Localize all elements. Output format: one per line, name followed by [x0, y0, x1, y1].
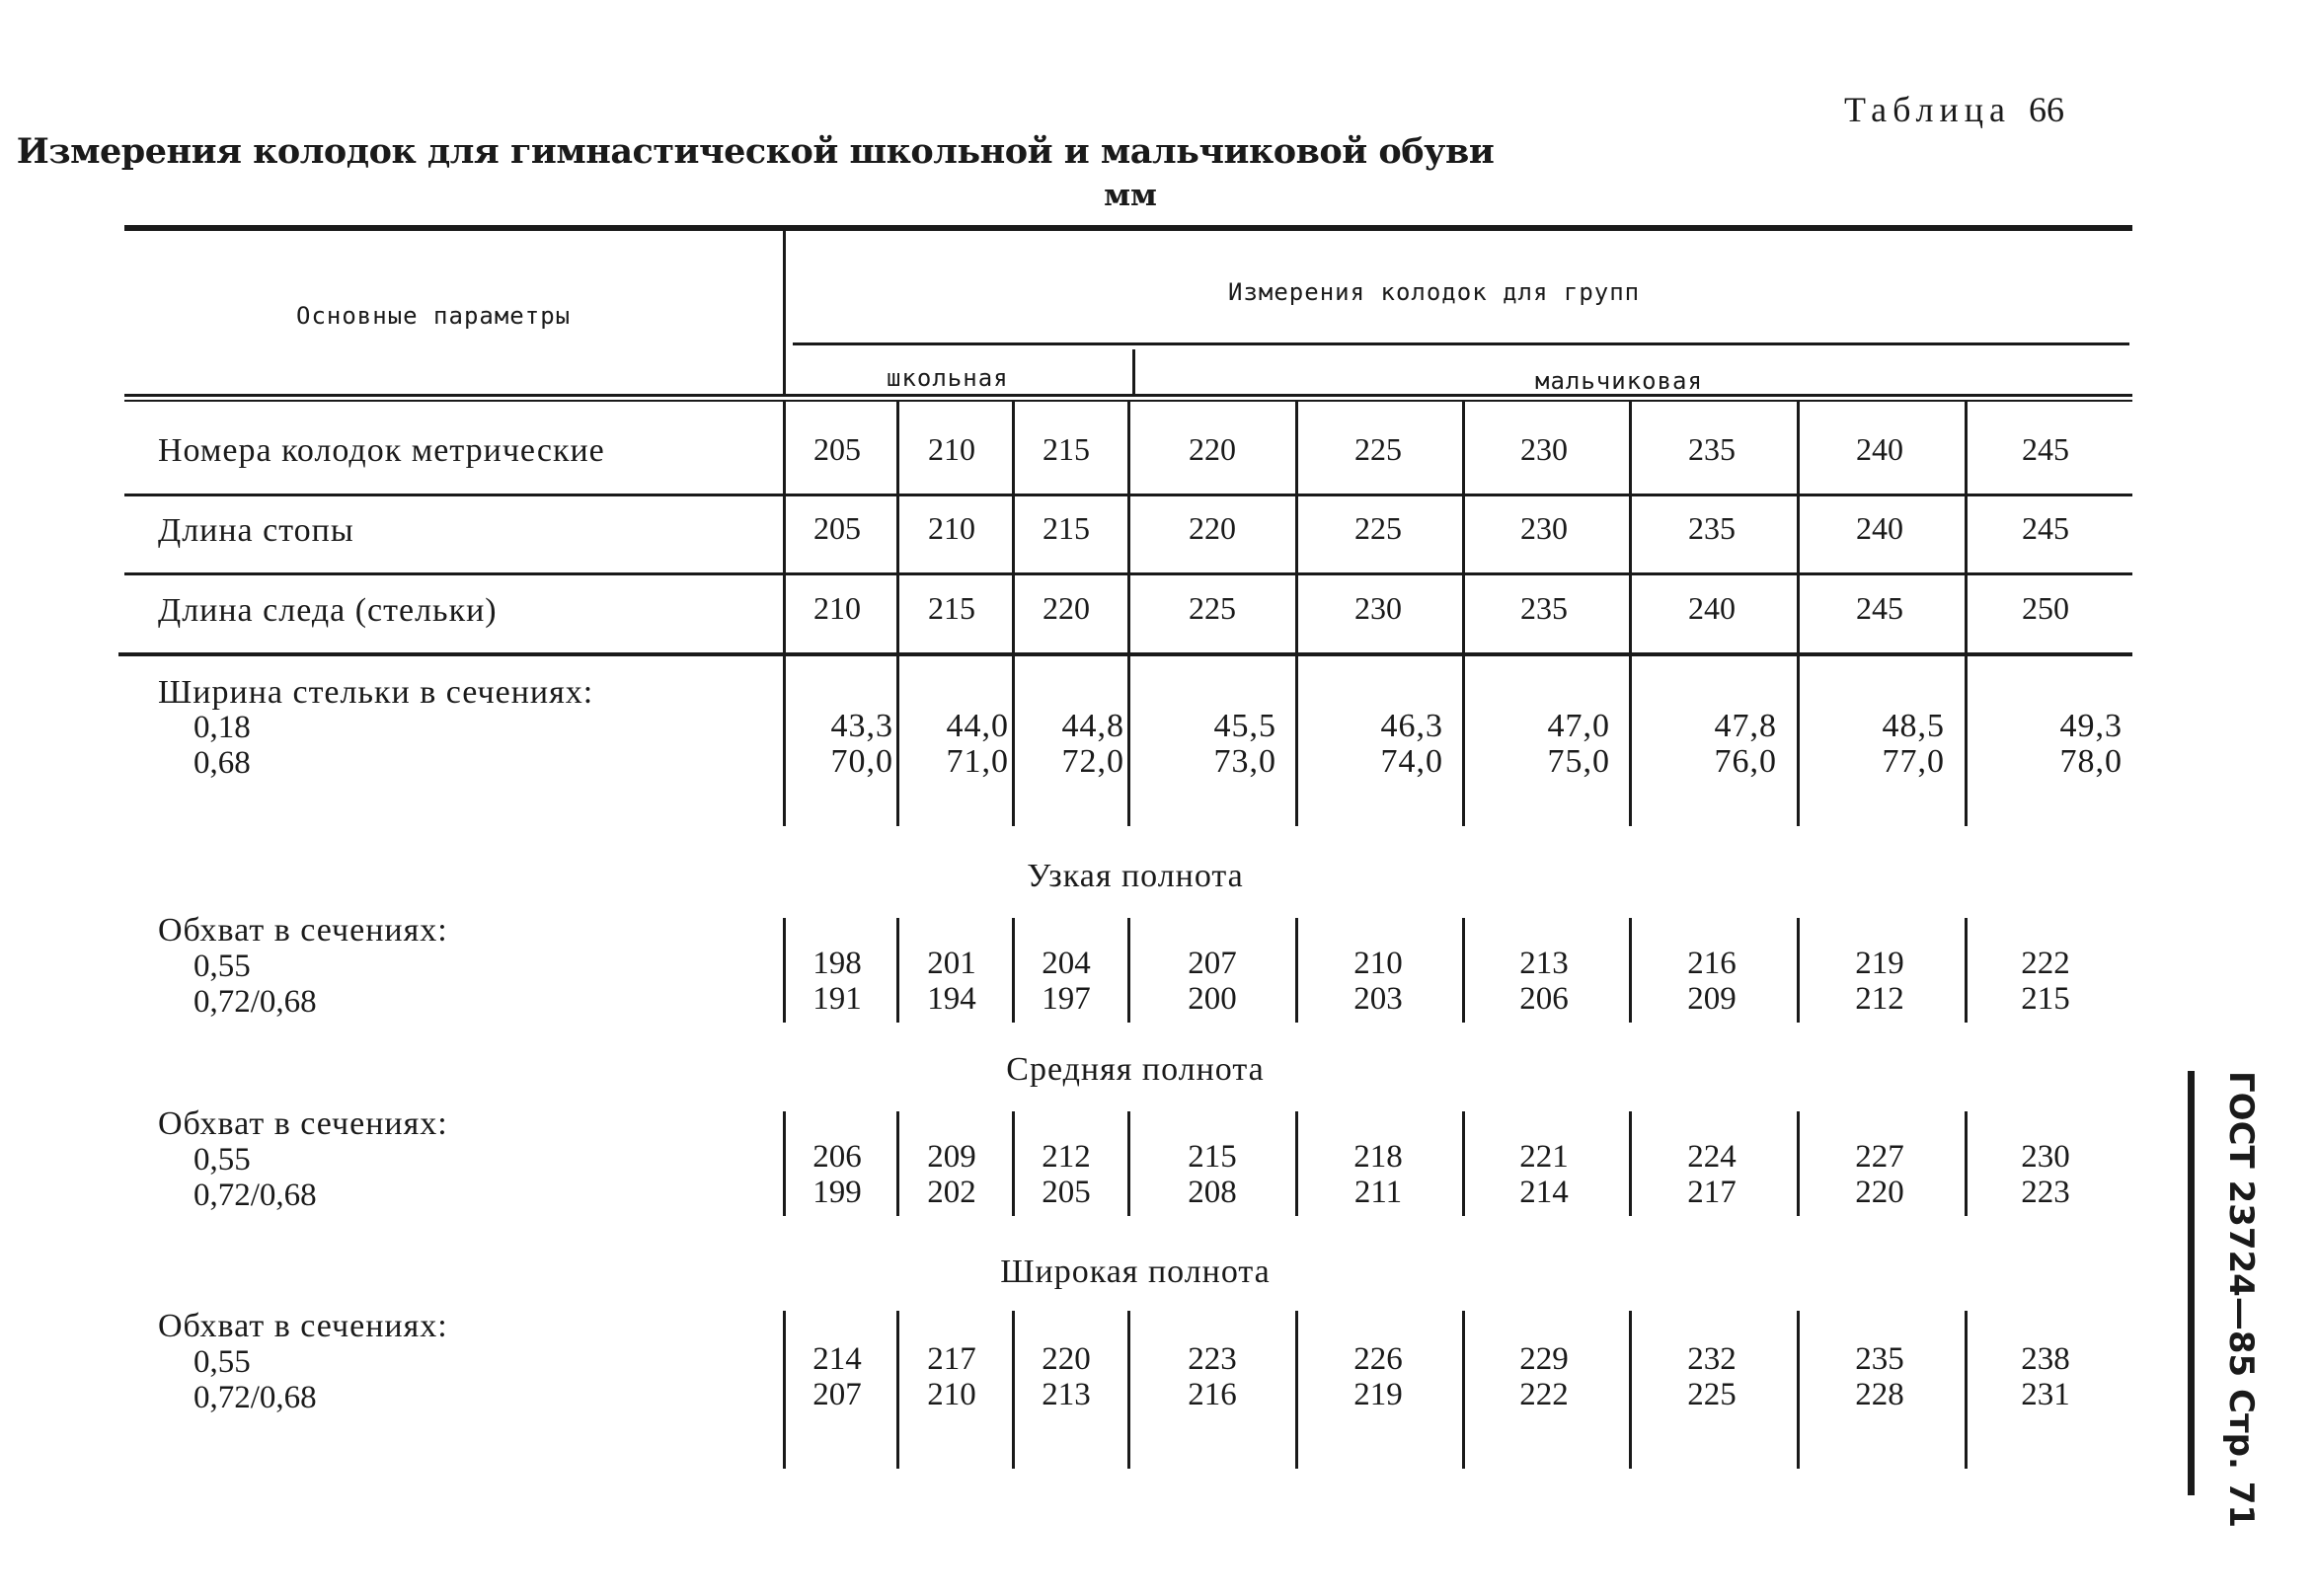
section-0-055-cell: 207 [1188, 946, 1237, 981]
col-divider-5 [1462, 402, 1465, 826]
section-1-055-cell: 218 [1353, 1139, 1403, 1175]
numbers-cell: 205 [813, 431, 861, 467]
section-1-055-cell: 209 [927, 1139, 976, 1175]
foot-length-cell: 235 [1688, 510, 1736, 546]
col-divider-8 [1965, 402, 1968, 826]
section-0-055-cell: 204 [1042, 946, 1091, 981]
foot-length-cell: 240 [1856, 510, 1903, 546]
medium-sub2: 0,72/0,68 [193, 1178, 317, 1213]
insole-length-cell: 240 [1688, 590, 1736, 626]
row-label-numbers: Номера колодок метрические [158, 432, 605, 469]
section-1-055-cell: 221 [1519, 1139, 1569, 1175]
section-2-055-cell: 223 [1188, 1341, 1237, 1377]
insole-width-068-cell: 71,0 [946, 743, 1009, 780]
insole-length-cell: 235 [1520, 590, 1568, 626]
insole-width-018-cell: 47,0 [1547, 708, 1610, 744]
section-1-072-cell: 217 [1687, 1175, 1737, 1210]
section-1-072-cell: 202 [927, 1175, 976, 1210]
group-divider [1132, 349, 1135, 395]
col-divider-3 [1127, 402, 1130, 826]
section-1-072-cell: 223 [2021, 1175, 2070, 1210]
insole-length-cell: 245 [1856, 590, 1903, 626]
foot-length-cell: 205 [813, 510, 861, 546]
insole-length-cell: 220 [1043, 590, 1090, 626]
numbers-cell: 225 [1354, 431, 1402, 467]
section-2-055-cell: 220 [1042, 1341, 1091, 1377]
section-0-055-cell: 198 [812, 946, 862, 981]
table-number: 66 [2028, 90, 2064, 129]
section-label-medium: Обхват в сечениях: [158, 1105, 448, 1142]
section-1-072-cell: 214 [1519, 1175, 1569, 1210]
section-2-072-cell: 216 [1188, 1377, 1237, 1412]
row-label-insole-width: Ширина стельки в сечениях: [158, 674, 594, 711]
section-2-055-cell: 217 [927, 1341, 976, 1377]
table-label: Таблица [1844, 90, 2011, 129]
header-bottom-rule-1 [124, 394, 2132, 397]
col-divider-7 [1797, 402, 1800, 826]
section-1-072-cell: 220 [1855, 1175, 1904, 1210]
section-2-072-cell: 231 [2021, 1377, 2070, 1412]
insole-width-018-cell: 44,0 [946, 708, 1009, 744]
param-divider [783, 231, 786, 395]
section-2-055-cell: 235 [1855, 1341, 1904, 1377]
section-2-072-cell: 225 [1687, 1377, 1737, 1412]
section-1-072-cell: 199 [812, 1175, 862, 1210]
row-label-foot-length: Длина стопы [158, 512, 354, 549]
numbers-cell: 210 [928, 431, 975, 467]
section-0-072-cell: 194 [927, 981, 976, 1017]
section-0-072-cell: 206 [1519, 981, 1569, 1017]
section-0-072-cell: 215 [2021, 981, 2070, 1017]
col-divider-6 [1629, 402, 1632, 826]
top-rule [124, 225, 2132, 231]
foot-length-cell: 210 [928, 510, 975, 546]
numbers-cell: 215 [1043, 431, 1090, 467]
section-2-072-cell: 228 [1855, 1377, 1904, 1412]
foot-length-cell: 225 [1354, 510, 1402, 546]
insole-width-068-cell: 76,0 [1714, 743, 1777, 780]
section-0-072-cell: 200 [1188, 981, 1237, 1017]
section-0-055-cell: 222 [2021, 946, 2070, 981]
section-2-072-cell: 210 [927, 1377, 976, 1412]
insole-width-018-cell: 49,3 [2059, 708, 2123, 744]
section-2-055-cell: 238 [2021, 1341, 2070, 1377]
section-0-072-cell: 191 [812, 981, 862, 1017]
numbers-cell: 245 [2022, 431, 2069, 467]
section-title-medium: Средняя полнота [1006, 1051, 1265, 1088]
section-0-072-cell: 212 [1855, 981, 1904, 1017]
col-divider-4 [1295, 402, 1298, 826]
numbers-cell: 230 [1520, 431, 1568, 467]
section-0-055-cell: 219 [1855, 946, 1904, 981]
group-rule [793, 342, 2129, 345]
section-2-055-cell: 214 [812, 1341, 862, 1377]
insole-length-cell: 215 [928, 590, 975, 626]
section-0-055-cell: 216 [1687, 946, 1737, 981]
section-1-055-cell: 224 [1687, 1139, 1737, 1175]
section-2-072-cell: 219 [1353, 1377, 1403, 1412]
param-column-header: Основные параметры [296, 302, 572, 330]
section-title-wide: Широкая полнота [1000, 1254, 1271, 1290]
section-label-wide: Обхват в сечениях: [158, 1308, 448, 1344]
section-1-055-cell: 215 [1188, 1139, 1237, 1175]
insole-width-068-cell: 78,0 [2059, 743, 2123, 780]
section-2-072-cell: 222 [1519, 1377, 1569, 1412]
foot-length-cell: 230 [1520, 510, 1568, 546]
insole-width-018-cell: 47,8 [1714, 708, 1777, 744]
side-note-bar [2188, 1071, 2195, 1495]
section-title-narrow: Узкая полнота [1027, 858, 1244, 894]
insole-width-068-cell: 77,0 [1882, 743, 1945, 780]
insole-length-cell: 225 [1189, 590, 1236, 626]
insole-width-068-cell: 74,0 [1380, 743, 1443, 780]
measure-groups-header: Измерения колодок для групп [1228, 278, 1641, 306]
insole-width-sub1: 0,18 [193, 710, 251, 745]
numbers-cell: 240 [1856, 431, 1903, 467]
insole-width-sub2: 0,68 [193, 745, 251, 781]
section-label-narrow: Обхват в сечениях: [158, 912, 448, 949]
foot-length-cell: 220 [1189, 510, 1236, 546]
insole-length-cell: 230 [1354, 590, 1402, 626]
section-1-055-cell: 227 [1855, 1139, 1904, 1175]
section-1-072-cell: 211 [1353, 1175, 1403, 1210]
section-0-072-cell: 197 [1042, 981, 1091, 1017]
side-note-text: ГОСТ 23724—85 Стр. 71 [2221, 1071, 2261, 1529]
medium-sub1: 0,55 [193, 1142, 251, 1178]
section-0-072-cell: 203 [1353, 981, 1403, 1017]
section-2-072-cell: 213 [1042, 1377, 1091, 1412]
section-2-055-cell: 229 [1519, 1341, 1569, 1377]
numbers-cell: 235 [1688, 431, 1736, 467]
narrow-sub2: 0,72/0,68 [193, 984, 317, 1020]
insole-length-cell: 210 [813, 590, 861, 626]
section-1-055-cell: 206 [812, 1139, 862, 1175]
insole-width-068-cell: 72,0 [1061, 743, 1124, 780]
wide-sub1: 0,55 [193, 1344, 251, 1380]
section-0-055-cell: 210 [1353, 946, 1403, 981]
insole-width-018-cell: 48,5 [1882, 708, 1945, 744]
section-2-055-cell: 232 [1687, 1341, 1737, 1377]
foot-length-cell: 245 [2022, 510, 2069, 546]
group-boys-header: мальчиковая [1535, 367, 1703, 395]
section-1-072-cell: 208 [1188, 1175, 1237, 1210]
insole-width-068-cell: 75,0 [1547, 743, 1610, 780]
section-1-055-cell: 230 [2021, 1139, 2070, 1175]
section-0-055-cell: 213 [1519, 946, 1569, 981]
wide-sub2: 0,72/0,68 [193, 1380, 317, 1415]
foot-length-cell: 215 [1043, 510, 1090, 546]
table-title: Измерения колодок для гимнастической школьной и мальчиковой обуви [16, 131, 1495, 172]
section-0-055-cell: 201 [927, 946, 976, 981]
unit-label: мм [1104, 178, 1157, 213]
group-school-header: школьная [887, 364, 1009, 392]
narrow-sub1: 0,55 [193, 949, 251, 984]
section-1-055-cell: 212 [1042, 1139, 1091, 1175]
section-1-072-cell: 205 [1042, 1175, 1091, 1210]
section-0-072-cell: 209 [1687, 981, 1737, 1017]
table-number-label [1844, 89, 2064, 130]
side-note [2132, 1071, 2261, 1529]
row-rule-3 [118, 652, 2132, 656]
insole-width-068-cell: 70,0 [830, 743, 893, 780]
insole-length-cell: 250 [2022, 590, 2069, 626]
insole-width-068-cell: 73,0 [1213, 743, 1276, 780]
row-label-insole-length: Длина следа (стельки) [158, 592, 498, 629]
insole-width-018-cell: 44,8 [1061, 708, 1124, 744]
numbers-cell: 220 [1189, 431, 1236, 467]
section-2-072-cell: 207 [812, 1377, 862, 1412]
insole-width-018-cell: 46,3 [1380, 708, 1443, 744]
insole-width-018-cell: 43,3 [830, 708, 893, 744]
insole-width-018-cell: 45,5 [1213, 708, 1276, 744]
section-2-055-cell: 226 [1353, 1341, 1403, 1377]
